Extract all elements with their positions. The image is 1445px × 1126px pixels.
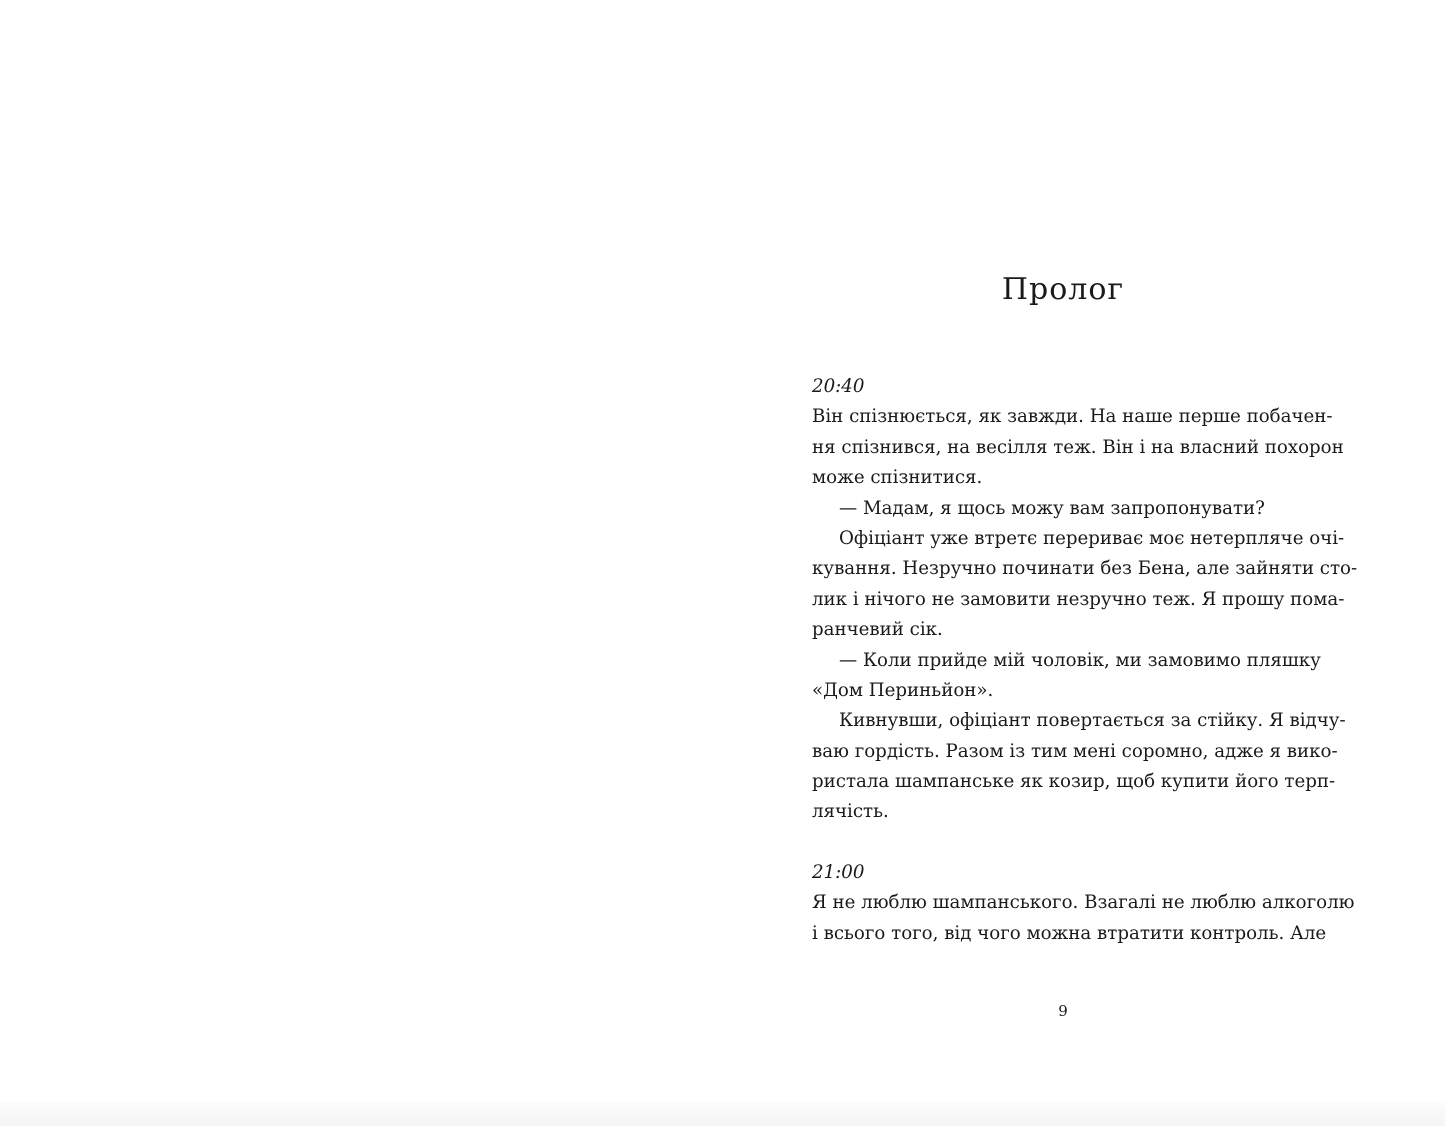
text-line: і всього того, від чого можна втратити контроль. Але — [812, 922, 1327, 944]
text-line: ня спізнився, на весілля теж. Він і на власний похорон — [812, 436, 1344, 458]
left-page-blank — [0, 0, 722, 1100]
text-line: ранчевий сік. — [812, 619, 943, 641]
dialogue-line: — Коли прийде мій чоловік, ми замовимо пляшку — [839, 649, 1321, 671]
text-line: лик і нічого не замовити незручно теж. Я прошу помa- — [812, 588, 1345, 610]
text-line: «Дом Периньйон». — [812, 679, 994, 701]
text-line: лячість. — [812, 801, 889, 823]
text-line: Я не люблю шампанського. Взагалі не люблю алкоголю — [812, 892, 1355, 914]
text-line: Офіціант уже втретє перериває моє нетерпляче очі- — [839, 527, 1345, 549]
section-time: 20:40 — [812, 376, 865, 397]
text-line: може спізнитися. — [812, 467, 983, 489]
page-number: 9 — [1058, 1002, 1068, 1020]
text-line: ваю гордість. Разом із тим мені соромно, адже я вико- — [812, 740, 1338, 762]
section-2040 — [812, 372, 1358, 828]
text-line: ристала шампанське як козир, щоб купити його терп- — [812, 771, 1336, 793]
chapter-title: Пролог — [1001, 272, 1125, 307]
section-2100 — [812, 858, 1355, 949]
text-line: Він спізнюється, як завжди. На наше перше побачен- — [812, 406, 1333, 428]
dialogue-line: — Мадам, я щось можу вам запропонувати? — [839, 497, 1265, 519]
text-line: кування. Незручно починати без Бена, але зайняти сто- — [812, 558, 1358, 580]
section-time: 21:00 — [812, 862, 865, 883]
bottom-edge — [0, 1102, 1445, 1126]
text-line: Кивнувши, офіціант повертається за стійку. Я відчу- — [839, 710, 1346, 732]
